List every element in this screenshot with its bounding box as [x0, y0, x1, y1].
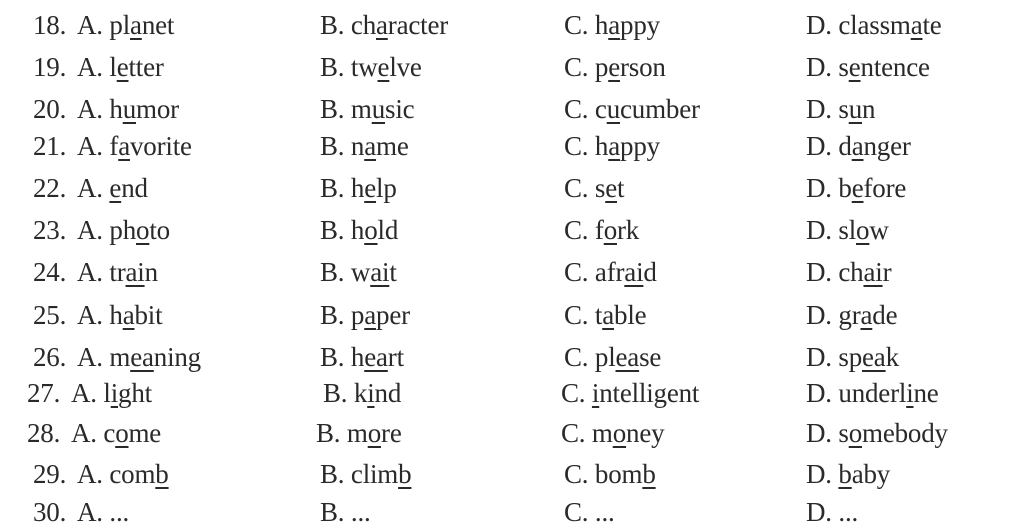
option-b: B. hold: [320, 215, 399, 245]
option-d: D. before: [806, 173, 907, 203]
underlined-sound: a: [851, 131, 864, 161]
underlined-sound: b: [398, 459, 412, 489]
question-number: 18.: [33, 10, 67, 40]
option-a: A. comb: [77, 459, 169, 489]
question-row-28: [0, 413, 1024, 453]
question-number: 30.: [33, 497, 67, 527]
underlined-sound: e: [605, 173, 618, 203]
option-b: B. music: [320, 94, 415, 124]
option-b: B. kind: [323, 378, 402, 408]
option-c: C. set: [564, 173, 625, 203]
option-a: A. humor: [77, 94, 179, 124]
option-d: D. sun: [806, 94, 876, 124]
underlined-sound: e: [364, 173, 377, 203]
question-number: 24.: [33, 257, 67, 287]
question-row-30-partial: [0, 494, 1024, 527]
underlined-sound: o: [367, 418, 382, 448]
question-number: 20.: [33, 94, 67, 124]
underlined-sound: e: [109, 173, 122, 203]
underlined-sound: e: [116, 52, 129, 82]
option-c: C. money: [561, 418, 665, 448]
question-number: 23.: [33, 215, 67, 245]
option-d: D. slow: [806, 215, 889, 245]
option-c: C. ...: [564, 497, 615, 527]
option-d: D. somebody: [806, 418, 948, 448]
underlined-sound: u: [606, 94, 621, 124]
question-row-22: [0, 168, 1024, 208]
question-row-21: [0, 126, 1024, 166]
option-b: B. heart: [320, 342, 404, 372]
option-a: A. light: [71, 378, 152, 408]
option-d: D. ...: [806, 497, 859, 527]
underlined-sound: a: [364, 300, 377, 330]
question-row-25: [0, 295, 1024, 335]
option-c: C. bomb: [564, 459, 656, 489]
underlined-sound: a: [364, 131, 377, 161]
underlined-sound: i: [110, 378, 119, 408]
underlined-sound: ai: [624, 257, 644, 287]
question-row-24: [0, 252, 1024, 292]
underlined-sound: e: [851, 173, 864, 203]
underlined-sound: ea: [130, 342, 154, 372]
option-c: C. please: [564, 342, 662, 372]
underlined-sound: a: [602, 300, 615, 330]
option-a: A. come: [71, 418, 162, 448]
question-row-23: [0, 210, 1024, 250]
question-number: 29.: [33, 459, 67, 489]
option-b: B. name: [320, 131, 409, 161]
underlined-sound: a: [608, 131, 621, 161]
option-c: C. afraid: [564, 257, 657, 287]
underlined-sound: b: [642, 459, 656, 489]
underlined-sound: i: [591, 378, 600, 408]
option-d: D. grade: [806, 300, 898, 330]
underlined-sound: a: [910, 10, 923, 40]
question-row-18: [0, 5, 1024, 45]
option-b: B. paper: [320, 300, 410, 330]
underlined-sound: o: [364, 215, 378, 245]
question-number: 22.: [33, 173, 67, 203]
option-b: B. help: [320, 173, 397, 203]
underlined-sound: ai: [125, 257, 145, 287]
underlined-sound: b: [838, 459, 852, 489]
option-a: A. train: [77, 257, 158, 287]
option-d: D. sentence: [806, 52, 930, 82]
option-d: D. baby: [806, 459, 891, 489]
underlined-sound: o: [136, 215, 150, 245]
option-b: B. climb: [320, 459, 412, 489]
question-number: 25.: [33, 300, 67, 330]
underlined-sound: i: [906, 378, 914, 408]
underlined-sound: o: [848, 418, 863, 448]
option-b: B. more: [316, 418, 402, 448]
underlined-sound: e: [377, 52, 390, 82]
underlined-sound: a: [130, 10, 142, 40]
option-d: D. chair: [806, 257, 892, 287]
underlined-sound: o: [115, 418, 129, 448]
question-number: 27.: [27, 378, 61, 408]
underlined-sound: ea: [862, 342, 886, 372]
underlined-sound: e: [848, 52, 861, 82]
option-b: B. character: [320, 10, 449, 40]
option-a: A. end: [77, 173, 148, 203]
underlined-sound: ai: [370, 257, 390, 287]
question-row-26: [0, 337, 1024, 377]
option-a: A. ...: [77, 497, 130, 527]
option-b: B. wait: [320, 257, 397, 287]
underlined-sound: a: [376, 10, 388, 40]
question-number: 26.: [33, 342, 67, 372]
option-c: C. fork: [564, 215, 640, 245]
underlined-sound: e: [608, 52, 621, 82]
option-b: B. ...: [320, 497, 371, 527]
option-d: D. danger: [806, 131, 911, 161]
option-d: D. underline: [806, 378, 939, 408]
option-c: C. happy: [564, 10, 660, 40]
underlined-sound: i: [367, 378, 375, 408]
underlined-sound: o: [612, 418, 627, 448]
underlined-sound: o: [856, 215, 870, 245]
underlined-sound: u: [122, 94, 137, 124]
underlined-sound: a: [122, 300, 135, 330]
underlined-sound: ai: [863, 257, 883, 287]
option-a: A. habit: [77, 300, 163, 330]
question-number: 28.: [27, 418, 61, 448]
option-c: C. happy: [564, 131, 660, 161]
question-number: 19.: [33, 52, 67, 82]
option-d: D. speak: [806, 342, 899, 372]
option-c: C. intelligent: [561, 378, 700, 408]
underlined-sound: a: [608, 10, 621, 40]
option-d: D. classmate: [806, 10, 942, 40]
option-c: C. person: [564, 52, 666, 82]
question-row-29: [0, 454, 1024, 494]
underlined-sound: u: [371, 94, 386, 124]
option-a: A. photo: [77, 215, 170, 245]
option-c: C. cucumber: [564, 94, 700, 124]
underlined-sound: a: [118, 131, 130, 161]
option-a: A. favorite: [77, 131, 192, 161]
option-a: A. meaning: [77, 342, 201, 372]
question-number: 21.: [33, 131, 67, 161]
option-a: A. letter: [77, 52, 164, 82]
underlined-sound: ea: [615, 342, 640, 372]
underlined-sound: b: [155, 459, 169, 489]
option-b: B. twelve: [320, 52, 422, 82]
underlined-sound: ea: [364, 342, 388, 372]
question-row-27: [0, 373, 1024, 413]
underlined-sound: a: [860, 300, 873, 330]
question-row-19: [0, 47, 1024, 87]
option-c: C. table: [564, 300, 647, 330]
underlined-sound: u: [848, 94, 863, 124]
underlined-sound: o: [603, 215, 618, 245]
question-row-20: [0, 89, 1024, 129]
option-a: A. planet: [77, 10, 175, 40]
